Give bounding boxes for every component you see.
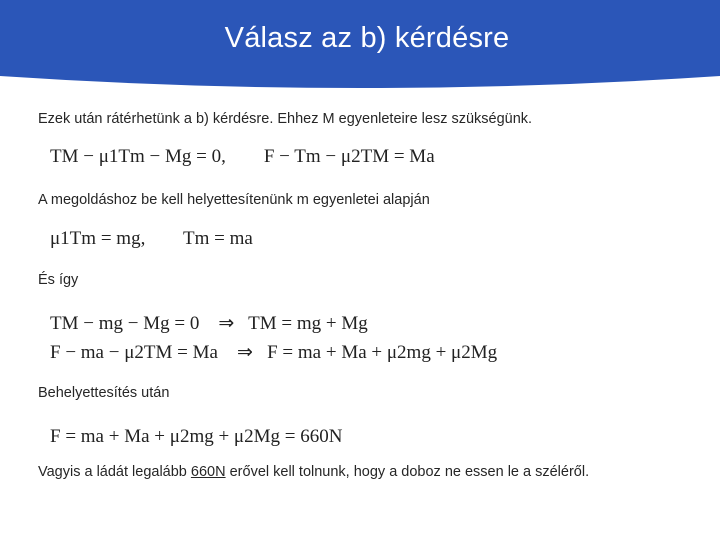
substitution-text: A megoldáshoz be kell helyettesítenünk m egyenletei alapján bbox=[38, 192, 430, 208]
equation-m-relations: μ1Tm = mg, Tm = ma bbox=[50, 228, 253, 249]
equation-tm-derivation: TM − mg − Mg = 0 ⇒ TM = mg + Mg bbox=[50, 313, 368, 334]
conclusion-text bbox=[38, 464, 589, 480]
after-substitution-text: Behelyettesítés után bbox=[38, 385, 170, 401]
intro-text: Ezek után rátérhetünk a b) kérdésre. Ehhez M egyenleteire lesz szükségünk. bbox=[38, 111, 533, 127]
equation-f-derivation: F − ma − μ2TM = Ma ⇒ F = ma + Ma + μ2mg + μ2Mg bbox=[50, 342, 498, 363]
conclusion-pre: Vagyis a ládát legalább bbox=[38, 464, 191, 480]
slide-title: Válasz az b) kérdésre bbox=[224, 22, 510, 54]
conclusion-post: erővel kell tolnunk, hogy a doboz ne essen le a széléről. bbox=[225, 464, 590, 480]
and-so-text: És így bbox=[38, 272, 79, 288]
conclusion-value: 660N bbox=[190, 464, 226, 480]
equation-final-result: F = ma + Ma + μ2mg + μ2Mg = 660N bbox=[50, 426, 343, 447]
equation-m-forces: TM − μ1Tm − Mg = 0, F − Tm − μ2TM = Ma bbox=[50, 146, 435, 167]
